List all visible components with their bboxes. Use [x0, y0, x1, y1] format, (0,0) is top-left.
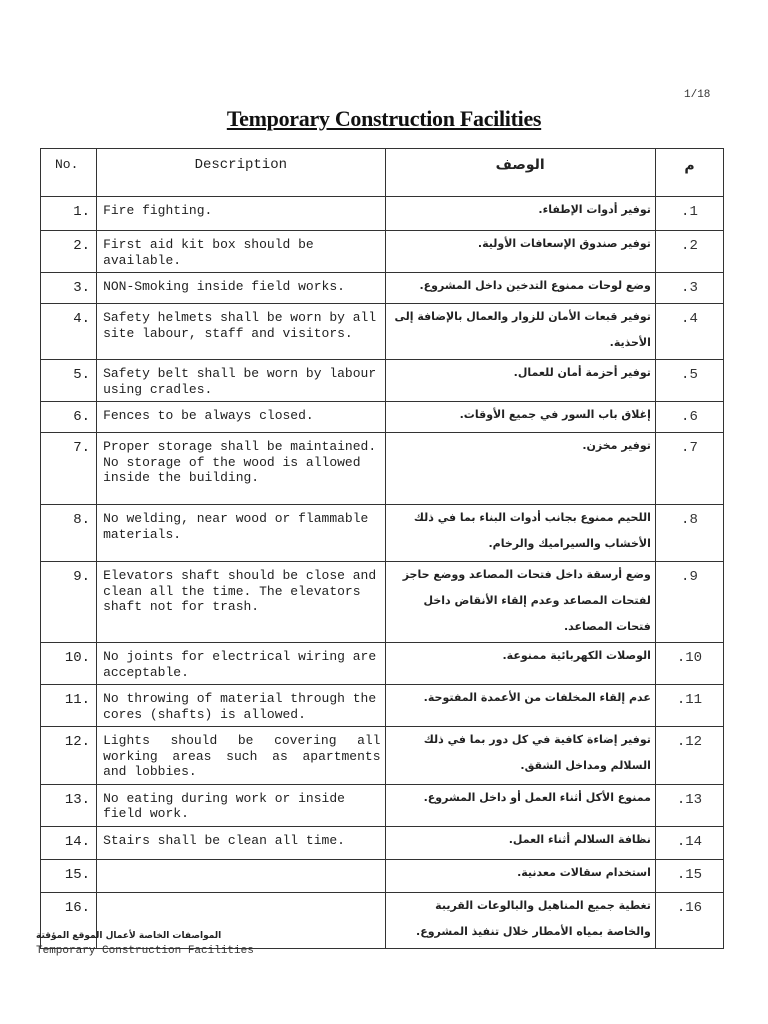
row-description: Fire fighting.: [97, 197, 385, 231]
row-number: 16.: [41, 892, 97, 948]
table-row: [41, 273, 724, 304]
table-row: [41, 505, 724, 562]
row-number: 1.: [41, 197, 97, 231]
document-title: Temporary Construction Facilities: [226, 106, 542, 131]
row-number: 8.: [41, 505, 97, 562]
header-no: No.: [41, 149, 97, 197]
table-row: [41, 433, 724, 505]
row-arabic-description: عدم إلقاء المخلفات من الأعمدة المفتوحة.: [385, 685, 655, 727]
row-arabic-number: 1.: [655, 197, 723, 231]
table-row: [41, 304, 724, 360]
row-arabic-description: وضع أرسقة داخل فتحات المصاعد ووضع حاجز لفتحات المصاعد وعدم إلقاء الأنقاض داخل فتحات المصاعد.: [385, 562, 655, 643]
table-row: [41, 562, 724, 643]
row-description: Elevators shaft should be close and clean all the time. The elevators shaft not for trash.: [97, 562, 385, 643]
table-row: [41, 360, 724, 402]
row-number: 4.: [41, 304, 97, 360]
row-arabic-description: إغلاق باب السور في جميع الأوقات.: [385, 402, 655, 433]
row-arabic-number: 14.: [655, 826, 723, 859]
row-description: Proper storage shall be maintained. No storage of the wood is allowed inside the building.: [97, 433, 385, 505]
row-number: 9.: [41, 562, 97, 643]
table-row: [41, 402, 724, 433]
row-arabic-number: 12.: [655, 727, 723, 785]
row-arabic-number: 15.: [655, 859, 723, 892]
row-arabic-number: 7.: [655, 433, 723, 505]
row-arabic-description: توفير أدوات الإطفاء.: [385, 197, 655, 231]
row-arabic-description: نظافة السلالم أثناء العمل.: [385, 826, 655, 859]
table-row: [41, 643, 724, 685]
table-header-row: [41, 149, 724, 197]
row-description: No throwing of material through the cores (shafts) is allowed.: [97, 685, 385, 727]
row-number: 15.: [41, 859, 97, 892]
row-number: 14.: [41, 826, 97, 859]
row-number: 3.: [41, 273, 97, 304]
row-arabic-number: 4.: [655, 304, 723, 360]
row-arabic-description: وضع لوحات ممنوع التدخين داخل المشروع.: [385, 273, 655, 304]
row-arabic-description: استخدام سقالات معدنية.: [385, 859, 655, 892]
row-arabic-number: 10.: [655, 643, 723, 685]
row-description: Stairs shall be clean all time.: [97, 826, 385, 859]
row-arabic-number: 8.: [655, 505, 723, 562]
row-arabic-number: 13.: [655, 784, 723, 826]
table-row: [41, 784, 724, 826]
row-arabic-description: توفير صندوق الإسعافات الأولية.: [385, 231, 655, 273]
footer-arabic: المواصفات الخاصة لأعمال الموقع المؤقتة: [36, 931, 222, 941]
row-number: 7.: [41, 433, 97, 505]
row-description: Safety belt shall be worn by labour using cradles.: [97, 360, 385, 402]
table-row: [41, 231, 724, 273]
row-arabic-number: 5.: [655, 360, 723, 402]
row-arabic-description: توفير إضاءة كافية في كل دور بما في ذلك السلالم ومداخل الشقق.: [385, 727, 655, 785]
row-arabic-number: 2.: [655, 231, 723, 273]
table-row: [41, 859, 724, 892]
row-description: First aid kit box should be available.: [97, 231, 385, 273]
footer-english: Temporary Construction Facilities: [36, 945, 254, 957]
header-arabic-description: الوصف: [385, 149, 655, 197]
table-row: [41, 197, 724, 231]
row-description: No welding, near wood or flammable materials.: [97, 505, 385, 562]
row-description: Lights should be covering all working areas such as apartments and lobbies.: [97, 727, 385, 785]
row-number: 5.: [41, 360, 97, 402]
row-arabic-number: 11.: [655, 685, 723, 727]
table-row: [41, 826, 724, 859]
row-arabic-number: 9.: [655, 562, 723, 643]
row-number: 12.: [41, 727, 97, 785]
row-description: No joints for electrical wiring are acceptable.: [97, 643, 385, 685]
row-arabic-number: 6.: [655, 402, 723, 433]
table-row: [41, 727, 724, 785]
row-number: 10.: [41, 643, 97, 685]
row-arabic-description: تغطية جميع المناهيل والبالوعات القريبة والخاصة بمياه الأمطار خلال تنفيذ المشروع.: [385, 892, 655, 948]
row-arabic-number: 3.: [655, 273, 723, 304]
row-arabic-description: اللحيم ممنوع بجانب أدوات البناء بما في ذلك الأخشاب والسيراميك والرخام.: [385, 505, 655, 562]
header-description: Description: [97, 149, 385, 197]
row-description: Safety helmets shall be worn by all site labour, staff and visitors.: [97, 304, 385, 360]
row-arabic-description: توفير قبعات الأمان للزوار والعمال بالإضافة إلى الأحذية.: [385, 304, 655, 360]
row-number: 2.: [41, 231, 97, 273]
table-row: [41, 685, 724, 727]
page-number: 1/18: [684, 89, 711, 101]
row-arabic-number: 16.: [655, 892, 723, 948]
row-number: 13.: [41, 784, 97, 826]
row-description: Fences to be always closed.: [97, 402, 385, 433]
row-arabic-description: توفير أحزمة أمان للعمال.: [385, 360, 655, 402]
row-arabic-description: الوصلات الكهربائية ممنوعة.: [385, 643, 655, 685]
row-description: No eating during work or inside field work.: [97, 784, 385, 826]
row-description: NON-Smoking inside field works.: [97, 273, 385, 304]
row-arabic-description: ممنوع الأكل أثناء العمل أو داخل المشروع.: [385, 784, 655, 826]
facilities-table: [40, 148, 724, 949]
row-number: 6.: [41, 402, 97, 433]
row-description: [97, 859, 385, 892]
header-arabic-number: م: [655, 149, 723, 197]
row-number: 11.: [41, 685, 97, 727]
row-arabic-description: توفير مخزن.: [385, 433, 655, 505]
